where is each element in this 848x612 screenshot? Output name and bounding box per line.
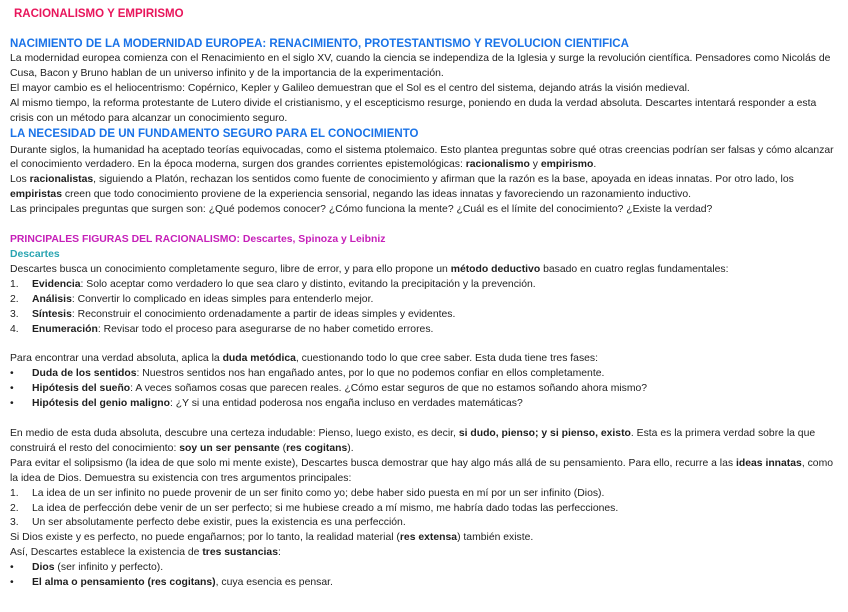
paragraph-reforma: Al mismo tiempo, la reforma protestante de Lutero divide el cristianismo, y el escepticismo resurge, poniendo en duda la verdad absoluta. Descartes intentará responder a esta crisis con un método para alcanzar un conocimiento seguro. [10,97,817,124]
list-item: 3. Síntesis: Reconstruir el conocimiento ordenadamente a partir de ideas simples y evidentes. [10,308,456,320]
list-item: • Duda de los sentidos: Nuestros sentidos nos han engañado antes, por lo que no podemos confiar en ellos completamente. [10,368,605,380]
list-item: 1. La idea de un ser infinito no puede provenir de un ser finito como yo; debe haber sido puesta en mí por un ser infinito (Dios). [10,487,605,499]
subheading-descartes: Descartes [10,248,60,260]
paragraph-racionalistas-empiristas: Los racionalistas, siguiendo a Platón, rechazan los sentidos como fuente de conocimiento y afirman que la razón es la base, apoyada en ideas innatas. Por otro lado, los empiristas creen que todo conocimiento proviene de la experiencia sensorial, negando las ideas innatas y favoreciendo un razonamiento inductivo. [10,174,794,201]
paragraph-renacimiento: La modernidad europea comienza con el Renacimiento en el siglo XV, cuando la ciencia se independiza de la Iglesia y surge la revolución científica. Pensadores como Nicolás de Cusa, Bacon y Bruno hablan de un universo infinito y de la importancia de la experimentación. [10,53,831,79]
paragraph-corrientes: Durante siglos, la humanidad ha aceptado teorías equivocadas, como el sistema ptolemaico. Esto plantea preguntas sobre qué otras creencias podrían ser falsas y cómo alcanzar el conocimiento verdadero. En la época moderna, surgen dos grandes corrientes epistemológicas: racionalismo y empirismo. [10,144,834,171]
paragraph-metodo: Descartes busca un conocimiento completamente seguro, libre de error, y para ello propone un método deductivo basado en cuatro reglas fundamentales: [10,263,729,275]
list-item: 2. La idea de perfección debe venir de un ser perfecto; si me hubiese creado a mí mismo, me habría dado todas las perfecciones. [10,502,619,514]
paragraph-duda-metodica: Para encontrar una verdad absoluta, aplica la duda metódica, cuestionando todo lo que cree saber. Esta duda tiene tres fases: [10,353,599,365]
paragraph-certeza: En medio de esta duda absoluta, descubre una certeza indudable: Pienso, luego existo, es decir, si dudo, pienso; y si pienso, existo. Esta es la primera verdad sobre la que construirá el resto del conocimiento: soy un ser pensante (res cogitans). [10,428,816,454]
section-heading-fundamento: LA NECESIDAD DE UN FUNDAMENTO SEGURO PARA EL CONOCIMIENTO [10,127,419,140]
list-item: • El alma o pensamiento (res cogitans), cuya esencia es pensar. [10,577,333,589]
section-heading-modernidad: NACIMIENTO DE LA MODERNIDAD EUROPEA: RENACIMIENTO, PROTESTANTISMO Y REVOLUCION CIENTIFICA [10,38,629,50]
paragraph-res-extensa: Si Dios existe y es perfecto, no puede engañarnos; por lo tanto, la realidad material (res extensa) también existe. [10,532,534,544]
document-title: RACIONALISMO Y EMPIRISMO [14,8,184,20]
list-item: • Dios (ser infinito y perfecto). [10,562,164,574]
list-item: 2. Análisis: Convertir lo complicado en ideas simples para entenderlo mejor. [10,293,374,305]
section-heading-figuras: PRINCIPALES FIGURAS DEL RACIONALISMO: Descartes, Spinoza y Leibniz [10,234,386,246]
substances-list [10,561,838,591]
list-item: 4. Enumeración: Revisar todo el proceso para asegurarse de no haber cometido errores. [10,323,434,335]
paragraph-sustancias: Así, Descartes establece la existencia de tres sustancias: [10,547,281,559]
paragraph-preguntas: Las principales preguntas que surgen son: ¿Qué podemos conocer? ¿Cómo funciona la mente? ¿Cuál es el límite del conocimiento? ¿Existe la verdad? [10,204,713,216]
rules-list [10,278,838,338]
list-item: 1. Evidencia: Solo aceptar como verdadero lo que sea claro y distinto, evitando la precipitación y la prevención. [10,278,536,290]
paragraph-solipsismo: Para evitar el solipsismo (la idea de que solo mi mente existe), Descartes busca demostrar que hay algo más allá de su pensamiento. Para ello, recurre a las ideas innatas, como la idea de Dios. Demuestra su existencia con tres argumentos principales: [10,457,834,484]
list-item: • Hipótesis del sueño: A veces soñamos cosas que parecen reales. ¿Cómo estar seguros de que no estamos soñando ahora mismo? [10,383,648,395]
phases-list [10,367,838,412]
list-item: 3. Un ser absolutamente perfecto debe existir, pues la existencia es una perfección. [10,517,406,529]
paragraph-heliocentrismo: El mayor cambio es el heliocentrismo: Copérnico, Kepler y Galileo demuestran que el Sol es el centro del sistema, dejando atrás la visión medieval. [10,82,690,94]
list-item: • Hipótesis del genio maligno: ¿Y si una entidad poderosa nos engaña incluso en verdades matemáticas? [10,398,523,410]
arguments-list [10,487,838,532]
